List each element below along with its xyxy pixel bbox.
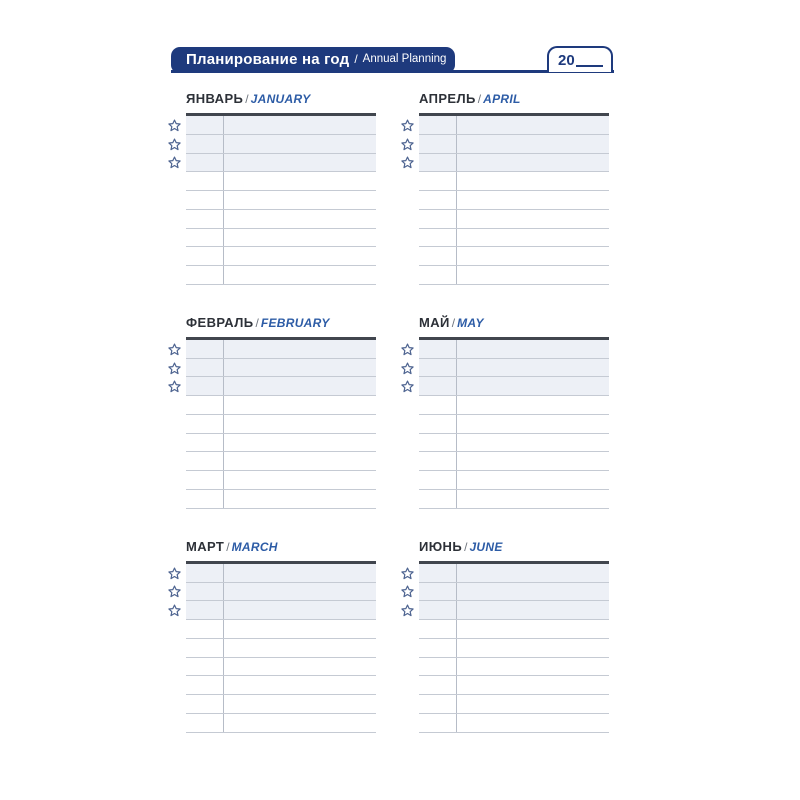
month-section-january — [168, 92, 376, 285]
star-icon — [401, 362, 414, 375]
date-cell — [419, 471, 457, 489]
month-name-ru: АПРЕЛЬ — [419, 91, 476, 106]
note-line — [186, 620, 376, 639]
star-icon — [168, 585, 181, 598]
date-cell — [186, 229, 224, 247]
month-title — [419, 316, 609, 330]
note-line — [186, 191, 376, 210]
note-line — [186, 714, 376, 733]
star-icon — [401, 604, 414, 617]
month-name-en: JUNE — [469, 539, 503, 554]
note-cell — [457, 247, 609, 265]
highlight-note-line — [186, 564, 376, 583]
note-cell — [457, 135, 609, 153]
title-separator: / — [354, 52, 358, 67]
star-cell — [401, 116, 419, 135]
note-line — [186, 210, 376, 229]
star-cell — [401, 377, 419, 396]
month-title — [186, 316, 376, 330]
page-title-en: Annual Planning — [362, 53, 447, 66]
highlight-note-line — [186, 340, 376, 359]
note-line — [419, 714, 609, 733]
note-line — [419, 658, 609, 677]
priority-stars-column — [168, 337, 186, 509]
priority-stars-column — [401, 337, 419, 509]
month-name-ru: ЯНВАРЬ — [186, 91, 244, 106]
month-table — [419, 561, 609, 733]
note-line — [419, 695, 609, 714]
date-cell — [186, 490, 224, 508]
star-icon — [168, 156, 181, 169]
date-cell — [186, 676, 224, 694]
date-cell — [419, 191, 457, 209]
month-name-ru: МАЙ — [419, 314, 450, 330]
highlight-note-line — [419, 135, 609, 154]
date-cell — [186, 415, 224, 433]
date-cell — [419, 266, 457, 284]
date-cell — [419, 434, 457, 452]
note-cell — [457, 266, 609, 284]
date-cell — [419, 490, 457, 508]
note-line — [186, 658, 376, 677]
note-cell — [224, 229, 376, 247]
month-separator: / — [464, 539, 468, 554]
month-name-en: JANUARY — [250, 92, 311, 106]
date-cell — [186, 601, 224, 619]
month-table — [419, 113, 609, 285]
priority-stars-column — [168, 113, 186, 285]
date-cell — [186, 620, 224, 638]
date-cell — [186, 452, 224, 470]
note-line — [186, 172, 376, 191]
note-line — [419, 620, 609, 639]
year-blank-line — [576, 53, 603, 67]
date-cell — [186, 359, 224, 377]
date-cell — [186, 116, 224, 134]
highlight-note-line — [186, 154, 376, 173]
note-cell — [224, 434, 376, 452]
note-cell — [224, 191, 376, 209]
star-icon — [168, 380, 181, 393]
star-icon — [168, 138, 181, 151]
highlight-note-line — [186, 135, 376, 154]
note-line — [419, 396, 609, 415]
star-icon — [401, 119, 414, 132]
highlight-note-line — [419, 601, 609, 620]
star-cell — [401, 601, 419, 620]
note-line — [419, 490, 609, 509]
priority-stars-column — [168, 561, 186, 733]
note-line — [186, 490, 376, 509]
month-title — [419, 92, 609, 106]
date-cell — [419, 620, 457, 638]
note-line — [419, 172, 609, 191]
date-cell — [186, 377, 224, 395]
star-icon — [168, 604, 181, 617]
star-icon — [401, 585, 414, 598]
date-cell — [186, 714, 224, 732]
note-line — [186, 452, 376, 471]
note-line — [186, 247, 376, 266]
month-section-may — [401, 316, 609, 509]
note-cell — [457, 396, 609, 414]
month-name-en: FEBRUARY — [260, 315, 330, 330]
note-cell — [224, 714, 376, 732]
note-cell — [457, 210, 609, 228]
date-cell — [186, 695, 224, 713]
star-cell — [168, 154, 186, 173]
note-cell — [457, 191, 609, 209]
highlight-note-line — [419, 154, 609, 173]
star-icon — [168, 362, 181, 375]
priority-stars-column — [401, 113, 419, 285]
star-cell — [401, 564, 419, 583]
note-cell — [224, 340, 376, 358]
note-cell — [457, 340, 609, 358]
star-cell — [401, 135, 419, 154]
month-section-june — [401, 540, 609, 733]
star-cell — [168, 135, 186, 154]
note-cell — [224, 210, 376, 228]
year-prefix: 20 — [558, 51, 575, 69]
note-cell — [224, 601, 376, 619]
month-title — [186, 540, 376, 554]
note-cell — [224, 415, 376, 433]
month-table — [186, 561, 376, 733]
note-cell — [457, 229, 609, 247]
star-cell — [401, 359, 419, 378]
date-cell — [186, 639, 224, 657]
note-line — [186, 266, 376, 285]
date-cell — [419, 639, 457, 657]
note-line — [419, 639, 609, 658]
star-icon — [401, 567, 414, 580]
star-icon — [168, 343, 181, 356]
star-cell — [168, 564, 186, 583]
note-cell — [457, 359, 609, 377]
date-cell — [186, 191, 224, 209]
highlight-note-line — [419, 583, 609, 602]
note-cell — [457, 415, 609, 433]
priority-stars-column — [401, 561, 419, 733]
star-cell — [401, 340, 419, 359]
star-cell — [168, 359, 186, 378]
date-cell — [186, 434, 224, 452]
star-icon — [401, 138, 414, 151]
note-cell — [224, 116, 376, 134]
month-name-ru: ИЮНЬ — [419, 538, 463, 554]
note-cell — [457, 714, 609, 732]
note-cell — [457, 620, 609, 638]
page-title-tab — [171, 47, 455, 73]
date-cell — [419, 229, 457, 247]
date-cell — [419, 154, 457, 172]
note-cell — [457, 676, 609, 694]
note-cell — [457, 377, 609, 395]
highlight-note-line — [186, 601, 376, 620]
note-line — [419, 229, 609, 248]
note-cell — [224, 452, 376, 470]
date-cell — [186, 172, 224, 190]
note-line — [186, 396, 376, 415]
note-cell — [224, 658, 376, 676]
month-title — [186, 92, 376, 106]
note-cell — [457, 434, 609, 452]
highlight-note-line — [186, 359, 376, 378]
note-line — [419, 471, 609, 490]
date-cell — [186, 396, 224, 414]
year-box — [547, 46, 613, 72]
date-cell — [419, 359, 457, 377]
note-cell — [457, 490, 609, 508]
month-section-april — [401, 92, 609, 285]
date-cell — [186, 658, 224, 676]
star-icon — [168, 567, 181, 580]
note-cell — [457, 154, 609, 172]
note-line — [419, 676, 609, 695]
note-cell — [224, 695, 376, 713]
star-icon — [401, 156, 414, 169]
star-cell — [168, 583, 186, 602]
date-cell — [419, 210, 457, 228]
month-name-en: APRIL — [483, 92, 521, 106]
highlight-note-line — [419, 116, 609, 135]
note-line — [419, 191, 609, 210]
date-cell — [186, 564, 224, 582]
month-table — [186, 113, 376, 285]
star-icon — [401, 343, 414, 356]
note-cell — [224, 639, 376, 657]
month-separator: / — [255, 315, 259, 330]
note-cell — [224, 490, 376, 508]
note-cell — [224, 377, 376, 395]
date-cell — [419, 452, 457, 470]
date-cell — [186, 266, 224, 284]
month-name-ru: ФЕВРАЛЬ — [186, 314, 254, 330]
month-table — [186, 337, 376, 509]
note-cell — [224, 620, 376, 638]
note-cell — [457, 695, 609, 713]
note-cell — [457, 639, 609, 657]
date-cell — [186, 210, 224, 228]
date-cell — [419, 135, 457, 153]
note-line — [186, 695, 376, 714]
note-cell — [224, 471, 376, 489]
note-cell — [224, 135, 376, 153]
note-line — [419, 266, 609, 285]
note-cell — [457, 658, 609, 676]
date-cell — [419, 340, 457, 358]
highlight-note-line — [186, 116, 376, 135]
note-cell — [457, 583, 609, 601]
note-line — [186, 676, 376, 695]
month-table — [419, 337, 609, 509]
month-title — [419, 540, 609, 554]
note-cell — [224, 564, 376, 582]
note-cell — [224, 359, 376, 377]
month-name-en: MARCH — [231, 539, 278, 554]
date-cell — [419, 601, 457, 619]
highlight-note-line — [419, 564, 609, 583]
month-separator: / — [477, 92, 482, 106]
star-icon — [168, 119, 181, 132]
date-cell — [419, 658, 457, 676]
star-cell — [401, 583, 419, 602]
note-line — [186, 415, 376, 434]
note-cell — [224, 396, 376, 414]
date-cell — [419, 564, 457, 582]
months-grid — [168, 92, 609, 733]
highlight-note-line — [186, 583, 376, 602]
note-line — [419, 210, 609, 229]
star-cell — [168, 601, 186, 620]
month-name-ru: МАРТ — [186, 538, 225, 554]
note-line — [186, 229, 376, 248]
date-cell — [186, 135, 224, 153]
date-cell — [419, 247, 457, 265]
note-cell — [224, 583, 376, 601]
page-title-ru: Планирование на год — [186, 50, 350, 68]
date-cell — [419, 415, 457, 433]
note-line — [186, 471, 376, 490]
date-cell — [186, 471, 224, 489]
note-cell — [224, 154, 376, 172]
date-cell — [419, 695, 457, 713]
date-cell — [186, 247, 224, 265]
highlight-note-line — [186, 377, 376, 396]
star-cell — [168, 340, 186, 359]
month-separator: / — [226, 539, 230, 554]
note-cell — [224, 676, 376, 694]
star-cell — [168, 116, 186, 135]
note-cell — [457, 116, 609, 134]
note-cell — [457, 564, 609, 582]
note-line — [186, 434, 376, 453]
date-cell — [186, 154, 224, 172]
highlight-note-line — [419, 377, 609, 396]
date-cell — [419, 583, 457, 601]
month-separator: / — [245, 92, 249, 106]
note-cell — [457, 601, 609, 619]
star-cell — [401, 154, 419, 173]
note-line — [419, 415, 609, 434]
month-name-en: MAY — [457, 315, 484, 330]
date-cell — [419, 714, 457, 732]
note-cell — [224, 247, 376, 265]
note-line — [419, 452, 609, 471]
date-cell — [419, 676, 457, 694]
note-cell — [457, 471, 609, 489]
month-section-march — [168, 540, 376, 733]
date-cell — [186, 583, 224, 601]
star-cell — [168, 377, 186, 396]
month-separator: / — [451, 315, 456, 330]
note-cell — [224, 266, 376, 284]
date-cell — [419, 172, 457, 190]
date-cell — [186, 340, 224, 358]
date-cell — [419, 377, 457, 395]
date-cell — [419, 396, 457, 414]
highlight-note-line — [419, 340, 609, 359]
note-cell — [457, 452, 609, 470]
star-icon — [401, 380, 414, 393]
month-section-february — [168, 316, 376, 509]
note-line — [186, 639, 376, 658]
date-cell — [419, 116, 457, 134]
note-line — [419, 434, 609, 453]
highlight-note-line — [419, 359, 609, 378]
note-cell — [457, 172, 609, 190]
note-cell — [224, 172, 376, 190]
note-line — [419, 247, 609, 266]
